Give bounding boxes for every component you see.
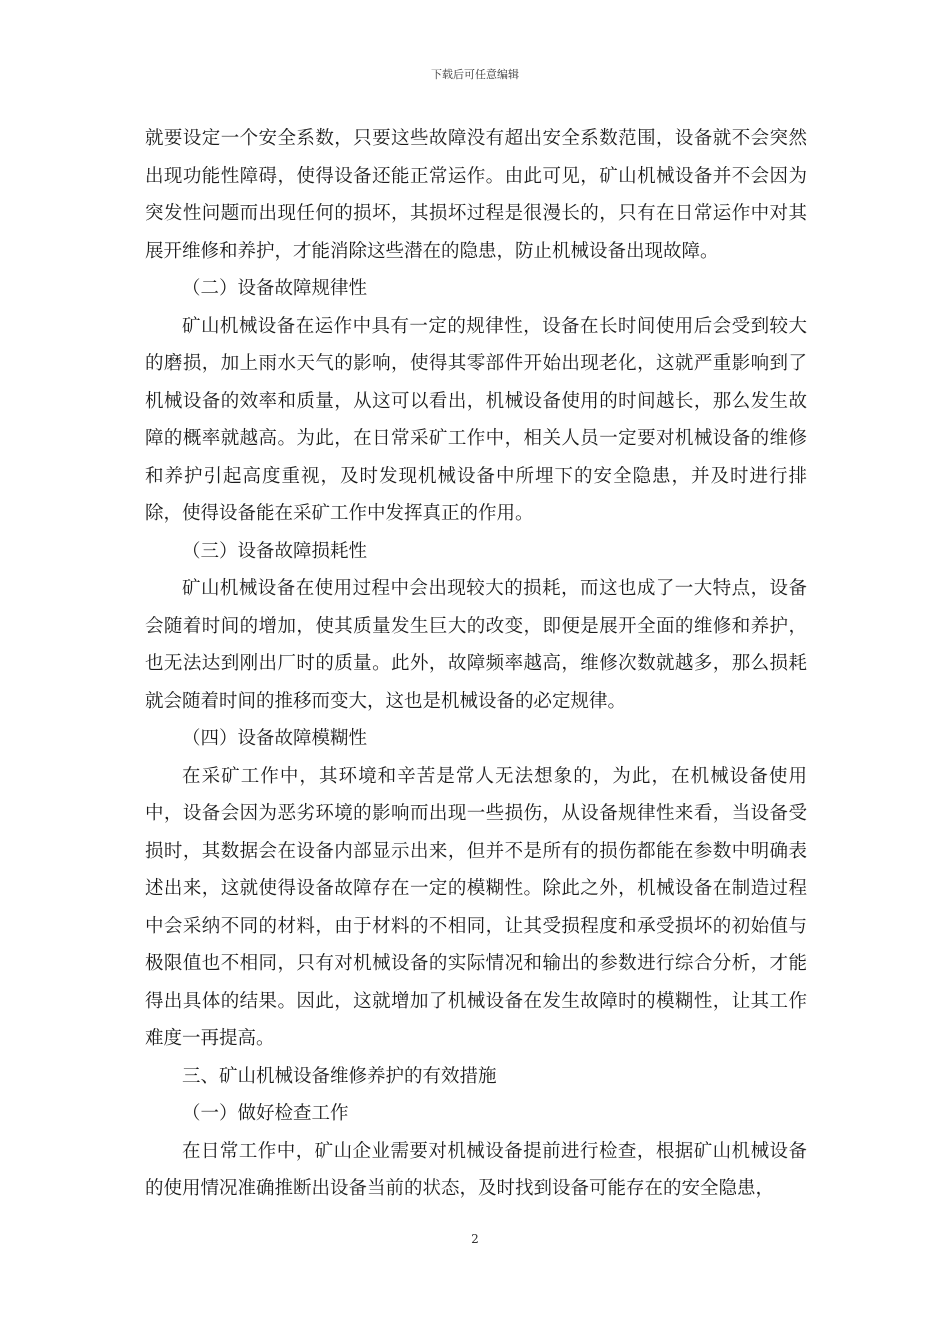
paragraph-fuzziness: 在采矿工作中，其环境和辛苦是常人无法想象的，为此，在机械设备使用中，设备会因为恶劣环境的影响而出现一些损伤，从设备规律性来看，当设备受损时，其数据会在设备内部显示出来，但并不是所有的损伤都能在参数中明确表述出来，这就使得设备故障存在一定的模糊性。除此之外，机械设备在制造过程中会采纳不同的材料，由于材料的不相同，让其受损程度和承受损坏的初始值与极限值也不相同，只有对机械设备的实际情况和输出的参数进行综合分析，才能得出具体的结果。因此，这就增加了机械设备在发生故障时的模糊性，让其工作难度一再提高。 — [145, 765, 807, 1049]
section-heading-3: （三）设备故障损耗性 — [182, 540, 368, 562]
paragraph-inspection: 在日常工作中，矿山企业需要对机械设备提前进行检查，根据矿山机械设备的使用情况准确推断出设备当前的状态，及时找到设备可能存在的安全隐患， — [145, 1140, 807, 1199]
page-number: 2 — [471, 1232, 479, 1246]
paragraph-wear: 矿山机械设备在使用过程中会出现较大的损耗，而这也成了一大特点，设备会随着时间的增加，使其质量发生巨大的改变，即便是展开全面的维修和养护，也无法达到刚出厂时的质量。此外，故障频率越高，维修次数就越多，那么损耗就会随着时间的推移而变大，这也是机械设备的必定规律。 — [145, 578, 807, 712]
page-header: 下载后可任意编辑 — [431, 68, 519, 81]
section-heading-4: （四）设备故障模糊性 — [182, 728, 368, 749]
section-heading-inspection: （一）做好检查工作 — [182, 1103, 349, 1124]
document-body — [145, 120, 807, 1208]
chapter-heading-3: 三、矿山机械设备维修养护的有效措施 — [182, 1065, 497, 1087]
paragraph-regularity: 矿山机械设备在运作中具有一定的规律性，设备在长时间使用后会受到较大的磨损，加上雨水天气的影响，使得其零部件开始出现老化，这就严重影响到了机械设备的效率和质量，从这可以看出，机械设备使用的时间越长，那么发生故障的概率就越高。为此，在日常采矿工作中，相关人员一定要对机械设备的维修和养护引起高度重视，及时发现机械设备中所埋下的安全隐患，并及时进行排除，使得设备能在采矿工作中发挥真正的作用。 — [145, 315, 807, 524]
paragraph-continued: 就要设定一个安全系数，只要这些故障没有超出安全系数范围，设备就不会突然出现功能性障碍，使得设备还能正常运作。由此可见，矿山机械设备并不会因为突发性问题而出现任何的损坏，其损坏过程是很漫长的，只有在日常运作中对其展开维修和养护，才能消除这些潜在的隐患，防止机械设备出现故障。 — [145, 128, 807, 262]
section-heading-2: （二）设备故障规律性 — [182, 278, 368, 299]
